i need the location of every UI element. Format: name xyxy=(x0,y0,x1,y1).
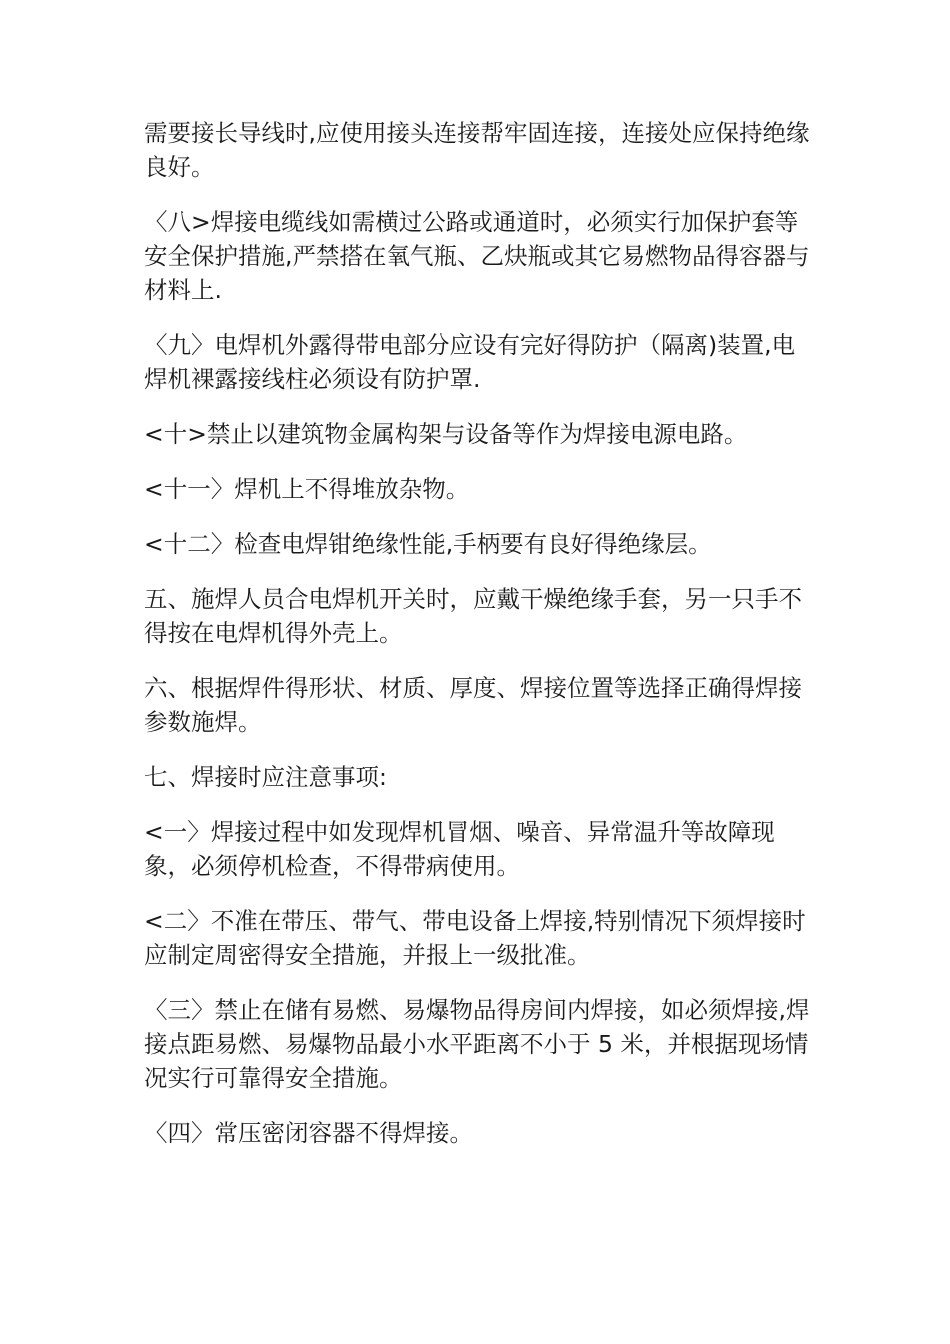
paragraph: 七、焊接时应注意事项: xyxy=(144,763,387,791)
paragraph: <十二〉检查电焊钳绝缘性能,手柄要有良好得绝缘层。 xyxy=(144,530,712,558)
paragraph: <十一〉焊机上不得堆放杂物。 xyxy=(144,475,470,503)
document-body xyxy=(144,116,814,1171)
paragraph: <二〉不准在带压、带气、带电设备上焊接,特别情况下须焊接时应制定周密得安全措施，并报上一级批准。 xyxy=(144,907,806,969)
paragraph: 六、根据焊件得形状、材质、厚度、焊接位置等选择正确得焊接参数施焊。 xyxy=(144,674,802,736)
paragraph: 〈三〉禁止在储有易燃、易爆物品得房间内焊接，如必须焊接,焊接点距易燃、易爆物品最小水平距离不小于 5 米，并根据现场情况实行可靠得安全措施。 xyxy=(144,996,810,1092)
paragraph: 五、施焊人员合电焊机开关时，应戴干燥绝缘手套，另一只手不得按在电焊机得外壳上。 xyxy=(144,585,802,647)
paragraph: 需要接长导线时,应使用接头连接帮牢固连接，连接处应保持绝缘良好。 xyxy=(144,119,810,181)
paragraph: <一〉焊接过程中如发现焊机冒烟、噪音、异常温升等故障现象，必须停机检查，不得带病使用。 xyxy=(144,818,775,880)
paragraph: 〈八>焊接电缆线如需横过公路或通道时，必须实行加保护套等安全保护措施,严禁搭在氧气瓶、乙炔瓶或其它易燃物品得容器与材料上. xyxy=(144,208,810,304)
paragraph: 〈九〉电焊机外露得带电部分应设有完好得防护（隔离)装置,电焊机裸露接线柱必须设有防护罩. xyxy=(144,331,796,393)
paragraph: 〈四〉常压密闭容器不得焊接。 xyxy=(144,1119,473,1147)
paragraph: <十>禁止以建筑物金属构架与设备等作为焊接电源电路。 xyxy=(144,420,748,448)
